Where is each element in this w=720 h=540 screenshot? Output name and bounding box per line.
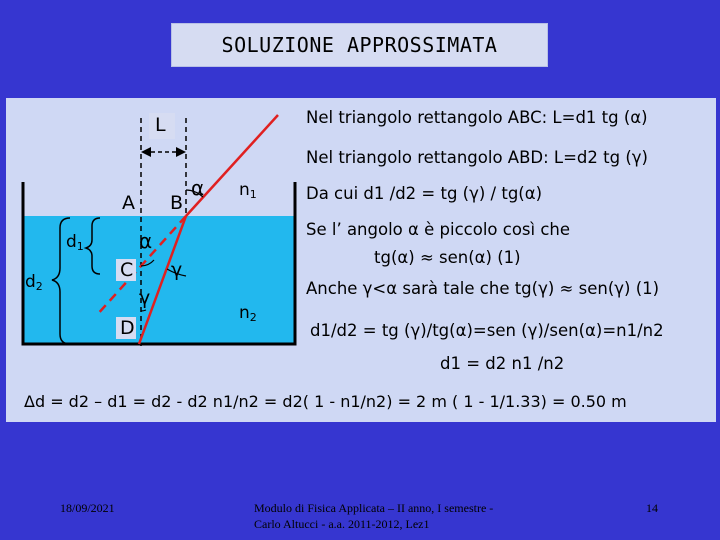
label-gamma-right: γ — [171, 259, 183, 281]
text-line-5: tg(α) ≈ sen(α) (1) — [374, 248, 521, 267]
label-alpha-inner: α — [139, 229, 153, 253]
content-panel — [6, 98, 716, 422]
label-l: L — [155, 114, 166, 136]
footer-course-line-1: Modulo di Fisica Applicata – II anno, I semestre - — [254, 501, 494, 515]
label-a: A — [122, 192, 135, 214]
label-d1 — [66, 232, 84, 252]
water-region — [23, 216, 295, 344]
refraction-diagram — [6, 98, 306, 358]
label-n2 — [239, 303, 257, 323]
label-n2-main: n — [239, 303, 250, 323]
text-line-2: Nel triangolo rettangolo ABD: L=d2 tg (γ) — [306, 148, 648, 167]
label-n1-main: n — [239, 180, 250, 200]
width-arrow-left-head — [141, 147, 151, 157]
label-d1-sub: 1 — [76, 240, 84, 253]
text-line-7: d1/d2 = tg (γ)/tg(α)=sen (γ)/sen(α)=n1/n2 — [310, 321, 664, 340]
text-line-1: Nel triangolo rettangolo ABC: L=d1 tg (α) — [306, 108, 648, 127]
label-d2 — [25, 272, 43, 292]
label-n2-sub: 2 — [249, 311, 257, 324]
label-c: C — [120, 259, 134, 281]
label-gamma-left: γ — [139, 287, 151, 309]
footer-date: 18/09/2021 — [60, 501, 115, 515]
text-line-8: d1 = d2 n1 /n2 — [440, 354, 565, 373]
width-arrow-right-head — [176, 147, 186, 157]
incident-ray — [186, 115, 278, 216]
label-alpha-top: α — [191, 176, 205, 200]
label-d1-main: d — [66, 232, 77, 252]
label-n1-sub: 1 — [249, 188, 257, 201]
text-line-3: Da cui d1 /d2 = tg (γ) / tg(α) — [306, 184, 543, 203]
label-n1 — [239, 180, 257, 200]
label-d: D — [120, 317, 135, 339]
footer-course-line-2: Carlo Altucci - a.a. 2011-2012, Lez1 — [254, 517, 430, 531]
text-line-9: Δd = d2 – d1 = d2 - d2 n1/n2 = d2( 1 - n1/n2) = 2 m ( 1 - 1/1.33) = 0.50 m — [24, 392, 627, 411]
label-d2-sub: 2 — [35, 280, 43, 293]
label-b: B — [170, 192, 184, 214]
label-d2-main: d — [25, 272, 36, 292]
footer-page-number: 14 — [646, 501, 658, 515]
text-line-4: Se l’ angolo α è piccolo così che — [306, 220, 571, 239]
slide-title: SOLUZIONE APPROSSIMATA — [171, 23, 548, 67]
text-line-6: Anche γ<α sarà tale che tg(γ) ≈ sen(γ) (1) — [306, 279, 660, 298]
